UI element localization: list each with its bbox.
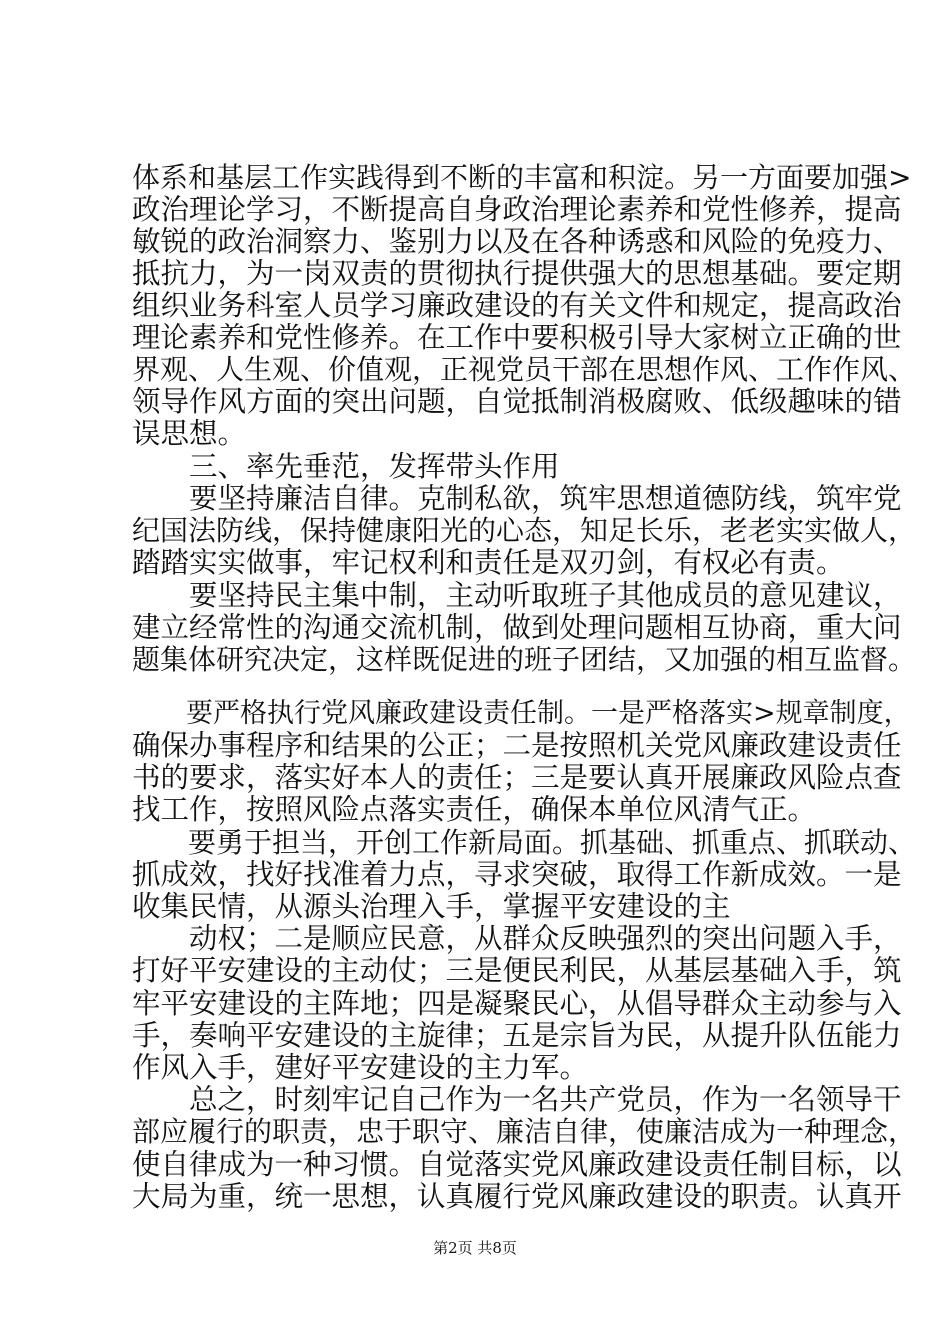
text-line: 敏锐的政治洞察力、鉴别力以及在各种诱惑和风险的免疫力、 [132, 225, 902, 258]
text-line: 建立经常性的沟通交流机制，做到处理问题相互协商，重大问 [132, 611, 902, 644]
text-line: 要严格执行党风廉政建设责任制。一是严格落实>规章制度， [132, 698, 911, 729]
text-line: 界观、人生观、价值观，正视党员干部在思想作风、工作作风、 [132, 353, 917, 386]
text-line: 政治理论学习，不断提高自身政治理论素养和党性修养，提高 [132, 193, 902, 226]
text-line: 找工作，按照风险点落实责任，确保本单位风清气正。 [132, 793, 817, 826]
text-line: 动权；二是顺应民意，从群众反映强烈的突出问题入手， [132, 922, 902, 955]
text-line: 要坚持廉洁自律。克制私欲，筑牢思想道德防线，筑牢党 [132, 482, 902, 515]
text-line: 组织业务科室人员学习廉政建设的有关文件和规定，提高政治 [132, 289, 902, 322]
text-line: 要坚持民主集中制，主动听取班子其他成员的意见建议， [132, 579, 902, 612]
page-footer: 第2页 共8页 [433, 1239, 517, 1257]
text-line: 体系和基层工作实践得到不断的丰富和积淀。另一方面要加强> [132, 161, 912, 194]
text-line: 踏踏实实做事，牢记权利和责任是双刃剑，有权必有责。 [132, 546, 845, 579]
text-line: 打好平安建设的主动仗；三是便民利民，从基层基础入手，筑 [132, 954, 902, 987]
text-line: 抵抗力，为一岗双责的贯彻执行提供强大的思想基础。要定期 [132, 257, 902, 290]
text-line: 理论素养和党性修养。在工作中要积极引导大家树立正确的世 [132, 321, 902, 354]
text-line: 作风入手，建好平安建设的主力军。 [132, 1051, 589, 1084]
text-line: 使自律成为一种习惯。自觉落实党风廉政建设责任制目标，以 [132, 1148, 902, 1181]
text-line: 领导作风方面的突出问题，自觉抵制消极腐败、低级趣味的错 [132, 385, 902, 418]
text-line: 误思想。 [132, 417, 247, 450]
text-line: 牢平安建设的主阵地；四是凝聚民心，从倡导群众主动参与入 [132, 987, 902, 1020]
text-line: 纪国法防线，保持健康阳光的心态，知足长乐，老老实实做人， [132, 514, 917, 547]
text-line: 书的要求，落实好本人的责任；三是要认真开展廉政风险点查 [132, 761, 902, 794]
text-line: 总之，时刻牢记自己作为一名共产党员，作为一名领导干 [132, 1083, 902, 1116]
text-line: 题集体研究决定，这样既促进的班子团结，又加强的相互监督。 [132, 643, 917, 676]
text-line: 部应履行的职责，忠于职守、廉洁自律，使廉洁成为一种理念， [132, 1115, 917, 1148]
text-line: 三、率先垂范，发挥带头作用 [132, 450, 560, 483]
text-line: 手，奏响平安建设的主旋律；五是宗旨为民，从提升队伍能力 [132, 1019, 902, 1052]
text-line: 大局为重，统一思想，认真履行党风廉政建设的职责。认真开 [132, 1180, 902, 1213]
text-line: 收集民情，从源头治理入手，掌握平安建设的主 [132, 890, 731, 923]
text-line: 确保办事程序和结果的公正；二是按照机关党风廉政建设责任 [132, 729, 902, 762]
text-line: 抓成效，找好找准着力点，寻求突破，取得工作新成效。一是 [132, 858, 902, 891]
text-line: 要勇于担当，开创工作新局面。抓基础、抓重点、抓联动、 [132, 826, 917, 859]
